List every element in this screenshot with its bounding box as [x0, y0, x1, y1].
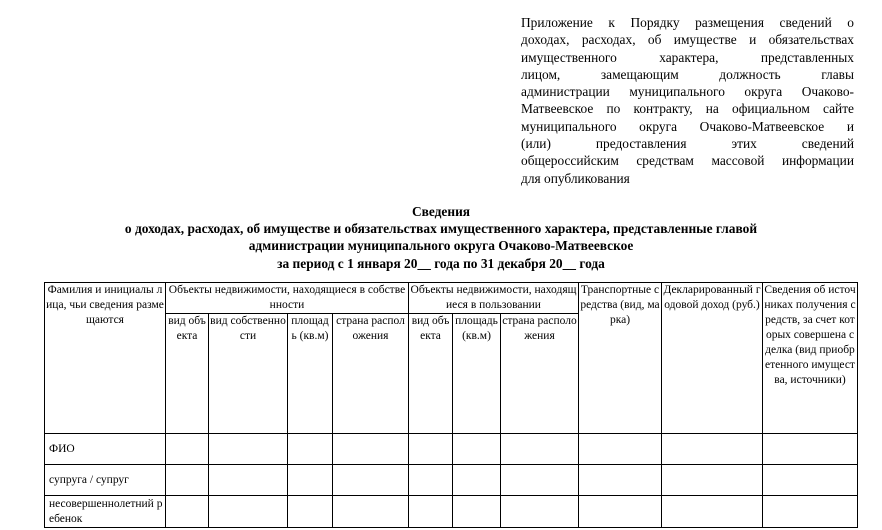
appendix-line: муниципального округа Очаково-Матвеевское и: [521, 118, 854, 134]
row-label: супруга / супруг: [45, 465, 166, 496]
header-income: Декларированный годовой доход (руб.): [662, 283, 763, 434]
subheader-owned-ownership: вид собственности: [209, 314, 288, 434]
appendix-line: (или) предоставления этих сведений: [521, 136, 854, 152]
document-subtitle-line: о доходах, расходах, об имуществе и обязательствах имущественного характера, представленные главой: [124, 221, 758, 236]
table-row: [45, 465, 858, 496]
appendix-line: лицом, замещающим должность главы: [521, 66, 854, 82]
subheader-used-area: площадь (кв.м): [453, 314, 501, 434]
table-header-row: [45, 283, 858, 314]
table-row: [45, 496, 858, 528]
appendix-line: для опубликования: [521, 170, 630, 186]
table-row: [45, 434, 858, 465]
disclosure-table: [44, 282, 858, 528]
row-label: несовершеннолетний ребенок: [45, 496, 166, 528]
document-subtitle-line: администрации муниципального округа Очаково-Матвеевское: [248, 238, 634, 253]
subheader-owned-country: страна расположения: [333, 314, 409, 434]
header-owned-property: Объекты недвижимости, находящиеся в собственности: [166, 283, 409, 314]
row-label: ФИО: [45, 434, 166, 465]
header-name: Фамилия и инициалы лица, чьи сведения размещаются: [45, 283, 166, 434]
subheader-used-country: страна расположения: [501, 314, 579, 434]
appendix-line: Приложение к Порядку размещения сведений о: [521, 15, 854, 30]
header-transport: Транспортные средства (вид, марка): [579, 283, 662, 434]
appendix-line: общероссийским средствам массовой информации: [521, 153, 854, 169]
appendix-line: администрации муниципального округа Очаково-: [521, 84, 854, 100]
reporting-period: за период с 1 января 20__ года по 31 декабря 20__ года: [277, 256, 605, 271]
header-sources: Сведения об источниках получения средств, за счет которых совершена сделка (вид приобретенного имущества, источники): [763, 283, 858, 434]
appendix-note: [521, 14, 854, 187]
appendix-line: имущественного характера, представленных: [521, 49, 854, 65]
header-used-property: Объекты недвижимости, находящиеся в пользовании: [409, 283, 579, 314]
appendix-line: доходах, расходах, об имуществе и обязательствах: [521, 32, 854, 48]
subheader-used-type: вид объекта: [409, 314, 453, 434]
subheader-owned-area: площадь (кв.м): [288, 314, 333, 434]
document-heading: Сведения: [411, 204, 471, 219]
subheader-owned-type: вид объекта: [166, 314, 209, 434]
appendix-line: Матвеевское по контракту, на официальном сайте: [521, 101, 854, 117]
